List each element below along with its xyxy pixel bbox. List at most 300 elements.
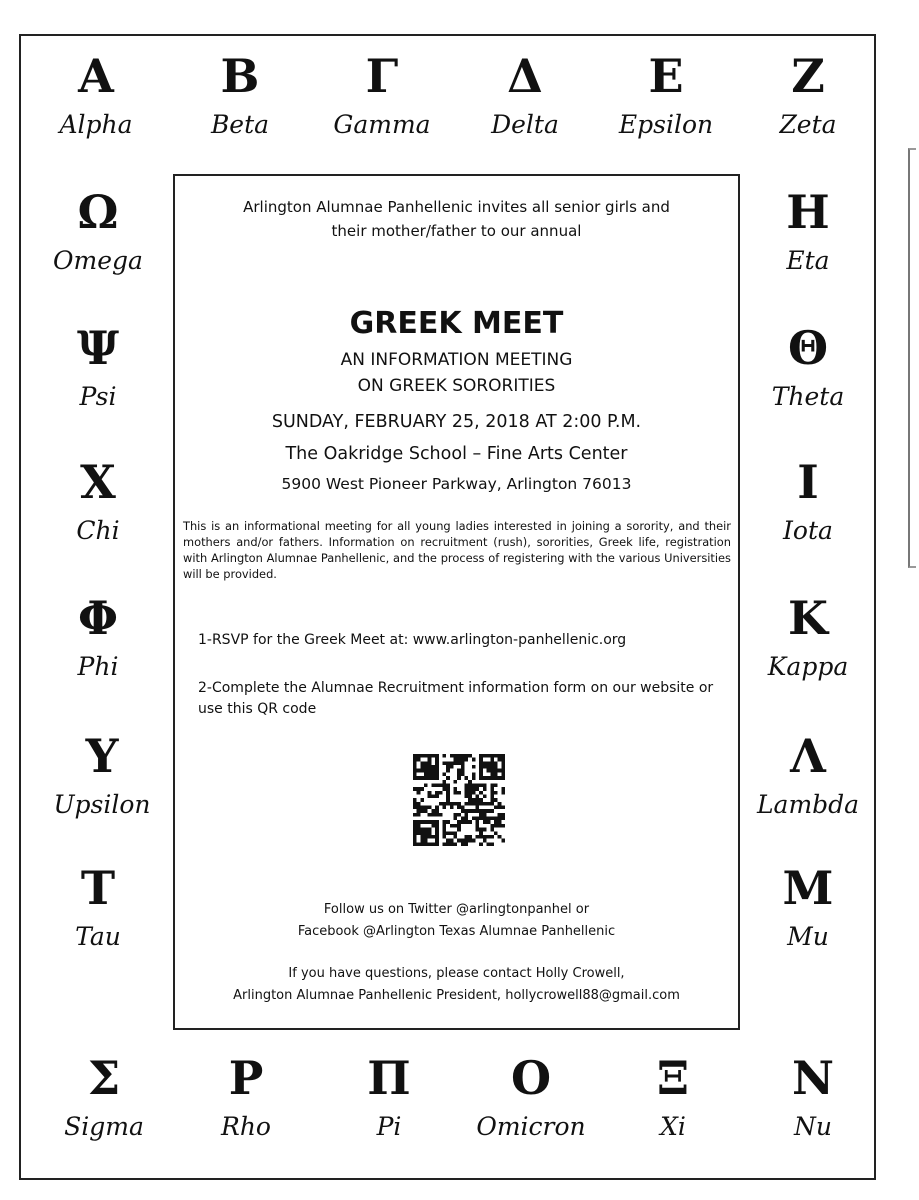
qr-module <box>490 791 494 795</box>
qr-module <box>435 783 439 787</box>
letter-rho-name: Rho <box>221 1112 271 1141</box>
qr-module <box>468 809 472 813</box>
qr-module <box>424 806 428 810</box>
letter-psi <box>33 322 163 412</box>
qr-module <box>487 842 491 846</box>
qr-module <box>446 842 450 846</box>
qr-module <box>472 802 476 806</box>
letter-kappa-name: Kappa <box>767 652 849 681</box>
qr-module <box>483 765 487 769</box>
qr-module <box>435 831 439 835</box>
invite-line-1: Arlington Alumnae Panhellenic invites all senior girls and <box>243 198 670 216</box>
letter-beta-glyph: Β <box>220 49 260 103</box>
qr-module <box>417 754 421 758</box>
qr-module <box>479 772 483 776</box>
qr-module <box>424 765 428 769</box>
qr-module <box>490 754 494 758</box>
qr-module <box>453 758 457 762</box>
qr-module <box>487 835 491 839</box>
qr-module <box>442 787 446 791</box>
letter-pi-glyph: Π <box>367 1051 411 1105</box>
letter-tau <box>33 862 163 952</box>
qr-module <box>476 828 480 832</box>
qr-module <box>417 806 421 810</box>
qr-module <box>476 794 480 798</box>
qr-module <box>483 783 487 787</box>
qr-module <box>490 772 494 776</box>
letter-iota-name: Iota <box>783 516 833 545</box>
qr-module <box>457 772 461 776</box>
qr-module <box>431 769 435 773</box>
letter-xi-glyph: Ξ <box>656 1051 690 1105</box>
qr-module <box>457 791 461 795</box>
qr-module <box>483 809 487 813</box>
qr-module <box>420 820 424 824</box>
qr-module <box>487 809 491 813</box>
qr-module <box>420 806 424 810</box>
flyer-box <box>173 174 740 1030</box>
letter-alpha-glyph: Α <box>78 49 114 103</box>
qr-module <box>498 754 502 758</box>
qr-module <box>435 806 439 810</box>
letter-rho-glyph: Ρ <box>228 1051 264 1105</box>
qr-module <box>472 798 476 802</box>
qr-module <box>424 754 428 758</box>
qr-module <box>435 772 439 776</box>
qr-module <box>457 839 461 843</box>
letter-tau-glyph: Τ <box>80 861 116 915</box>
qr-module <box>457 776 461 780</box>
qr-module <box>431 772 435 776</box>
qr-module <box>490 769 494 773</box>
qr-module <box>453 831 457 835</box>
qr-module <box>498 835 502 839</box>
qr-module <box>494 831 498 835</box>
letter-omega-glyph: Ω <box>77 185 119 239</box>
qr-module <box>479 809 483 813</box>
qr-module <box>498 824 502 828</box>
qr-module <box>446 820 450 824</box>
qr-module <box>442 783 446 787</box>
subtitle-line-2: ON GREEK SORORITIES <box>357 376 556 396</box>
qr-module <box>424 828 428 832</box>
qr-module <box>417 813 421 817</box>
qr-module <box>476 787 480 791</box>
letter-chi-glyph: Χ <box>80 455 116 509</box>
qr-module <box>450 842 454 846</box>
qr-module <box>487 817 491 821</box>
qr-module <box>468 820 472 824</box>
qr-module <box>446 839 450 843</box>
qr-module <box>461 806 465 810</box>
qr-module <box>413 758 417 762</box>
qr-module <box>479 828 483 832</box>
qr-module <box>483 787 487 791</box>
qr-module <box>424 776 428 780</box>
qr-module <box>428 806 432 810</box>
qr-module <box>428 820 432 824</box>
qr-module <box>498 758 502 762</box>
qr-module <box>420 809 424 813</box>
qr-module <box>413 842 417 846</box>
qr-module <box>442 842 446 846</box>
qr-module <box>431 794 435 798</box>
qr-module <box>476 820 480 824</box>
qr-module <box>494 776 498 780</box>
qr-module <box>435 839 439 843</box>
qr-module <box>476 817 480 821</box>
qr-module <box>420 831 424 835</box>
qr-module <box>490 798 494 802</box>
follow-line-2: Facebook @Arlington Texas Alumnae Panhellenic <box>297 924 616 939</box>
qr-code[interactable] <box>413 754 505 846</box>
qr-module <box>472 776 476 780</box>
qr-module <box>442 806 446 810</box>
letter-epsilon-name: Epsilon <box>618 110 714 139</box>
qr-module <box>435 776 439 780</box>
qr-module <box>487 754 491 758</box>
qr-module <box>465 817 469 821</box>
qr-module <box>413 839 417 843</box>
letter-pi-name: Pi <box>376 1112 402 1141</box>
qr-module <box>483 754 487 758</box>
qr-module <box>479 835 483 839</box>
qr-module <box>483 761 487 765</box>
qr-module <box>417 831 421 835</box>
qr-module <box>453 817 457 821</box>
qr-module <box>498 813 502 817</box>
qr-module <box>483 835 487 839</box>
qr-module <box>442 754 446 758</box>
qr-module <box>413 776 417 780</box>
qr-module <box>490 794 494 798</box>
qr-module <box>468 835 472 839</box>
letter-delta-name: Delta <box>491 110 559 139</box>
letter-lambda <box>743 730 873 820</box>
qr-module <box>428 828 432 832</box>
qr-module <box>479 831 483 835</box>
qr-module <box>494 817 498 821</box>
letter-mu-name: Mu <box>787 922 829 951</box>
qr-module <box>417 791 421 795</box>
qr-module <box>424 839 428 843</box>
qr-module <box>490 783 494 787</box>
qr-module <box>457 828 461 832</box>
qr-module <box>490 787 494 791</box>
qr-module <box>465 758 469 762</box>
qr-module <box>487 769 491 773</box>
letter-nu-name: Nu <box>794 1112 832 1141</box>
letter-sigma-name: Sigma <box>64 1112 144 1141</box>
qr-module <box>483 820 487 824</box>
letter-gamma-glyph: Γ <box>365 49 399 103</box>
qr-module <box>413 813 417 817</box>
qr-module <box>424 783 428 787</box>
qr-module <box>501 776 505 780</box>
qr-module <box>465 794 469 798</box>
qr-module <box>417 769 421 773</box>
qr-module <box>465 835 469 839</box>
qr-module <box>417 824 421 828</box>
qr-module <box>431 835 435 839</box>
letter-nu <box>748 1052 878 1142</box>
qr-module <box>479 791 483 795</box>
qr-module <box>461 761 465 765</box>
qr-module <box>431 809 435 813</box>
qr-module <box>494 769 498 773</box>
letter-gamma <box>317 50 447 140</box>
qr-module <box>490 776 494 780</box>
qr-module <box>479 783 483 787</box>
qr-module <box>461 754 465 758</box>
qr-module <box>428 772 432 776</box>
qr-module <box>428 835 432 839</box>
qr-module <box>446 783 450 787</box>
letter-phi <box>33 592 163 682</box>
qr-module <box>453 813 457 817</box>
qr-module <box>435 754 439 758</box>
qr-module <box>428 794 432 798</box>
qr-module <box>487 820 491 824</box>
qr-module <box>490 802 494 806</box>
qr-module <box>476 802 480 806</box>
qr-module <box>461 809 465 813</box>
qr-module <box>435 765 439 769</box>
letter-zeta <box>743 50 873 140</box>
qr-module <box>472 787 476 791</box>
qr-module <box>417 787 421 791</box>
qr-module <box>498 802 502 806</box>
qr-module <box>420 761 424 765</box>
qr-module <box>457 813 461 817</box>
qr-module <box>468 780 472 784</box>
qr-module <box>413 831 417 835</box>
qr-module <box>479 798 483 802</box>
qr-module <box>420 839 424 843</box>
qr-module <box>439 813 443 817</box>
qr-module <box>501 761 505 765</box>
qr-module <box>450 802 454 806</box>
qr-module <box>465 813 469 817</box>
qr-module <box>435 809 439 813</box>
qr-module <box>431 776 435 780</box>
qr-module <box>435 769 439 773</box>
letter-omega-name: Omega <box>53 246 143 275</box>
qr-module <box>413 761 417 765</box>
qr-module <box>431 842 435 846</box>
qr-module <box>446 769 450 773</box>
qr-module <box>494 772 498 776</box>
letter-omega <box>33 186 163 276</box>
qr-module <box>461 772 465 776</box>
qr-module <box>442 772 446 776</box>
letter-omicron-name: Omicron <box>476 1112 586 1141</box>
qr-module <box>468 802 472 806</box>
letter-beta <box>175 50 305 140</box>
qr-module <box>461 820 465 824</box>
qr-module <box>490 824 494 828</box>
qr-module <box>453 787 457 791</box>
qr-module <box>494 765 498 769</box>
qr-module <box>479 817 483 821</box>
qr-module <box>420 798 424 802</box>
qr-module <box>501 758 505 762</box>
qr-module <box>413 824 417 828</box>
qr-module <box>476 835 480 839</box>
letter-gamma-name: Gamma <box>333 110 431 139</box>
qr-module <box>428 765 432 769</box>
qr-module <box>413 802 417 806</box>
qr-module <box>479 769 483 773</box>
qr-module <box>498 817 502 821</box>
letter-psi-glyph: Ψ <box>76 321 119 375</box>
letter-chi-name: Chi <box>76 516 120 545</box>
qr-module <box>476 806 480 810</box>
qr-module <box>461 842 465 846</box>
qr-module <box>420 835 424 839</box>
qr-module <box>457 820 461 824</box>
qr-module <box>461 758 465 762</box>
qr-module <box>468 754 472 758</box>
qr-module <box>487 776 491 780</box>
qr-module <box>494 820 498 824</box>
letter-theta-name: Theta <box>771 382 845 411</box>
invite-line-2: their mother/father to our annual <box>331 222 582 240</box>
qr-module <box>476 824 480 828</box>
qr-module <box>424 809 428 813</box>
letter-lambda-glyph: Λ <box>790 729 826 783</box>
qr-module <box>494 761 498 765</box>
qr-module <box>413 835 417 839</box>
qr-module <box>428 842 432 846</box>
qr-module <box>446 787 450 791</box>
letter-alpha-name: Alpha <box>59 110 133 139</box>
letter-pi <box>324 1052 454 1142</box>
qr-module <box>442 780 446 784</box>
qr-module <box>413 772 417 776</box>
letter-theta <box>743 322 873 412</box>
qr-module <box>457 754 461 758</box>
qr-module <box>435 820 439 824</box>
letter-eta-name: Eta <box>786 246 830 275</box>
qr-module <box>472 817 476 821</box>
letter-upsilon <box>37 730 167 820</box>
letter-mu-glyph: Μ <box>782 861 834 915</box>
qr-module <box>428 813 432 817</box>
qr-module <box>483 817 487 821</box>
qr-module <box>413 754 417 758</box>
qr-module <box>494 754 498 758</box>
letter-phi-name: Phi <box>77 652 119 681</box>
qr-module <box>501 787 505 791</box>
qr-module <box>479 776 483 780</box>
letter-delta <box>460 50 590 140</box>
qr-module <box>468 791 472 795</box>
qr-module <box>453 780 457 784</box>
qr-module <box>446 791 450 795</box>
qr-module <box>465 783 469 787</box>
qr-module <box>453 824 457 828</box>
letter-delta-glyph: Δ <box>507 49 543 103</box>
qr-module <box>472 809 476 813</box>
letter-iota-glyph: Ι <box>797 455 819 509</box>
qr-module <box>431 783 435 787</box>
letter-chi <box>33 456 163 546</box>
qr-module <box>417 842 421 846</box>
qr-module <box>417 758 421 762</box>
qr-module <box>431 813 435 817</box>
qr-module <box>501 769 505 773</box>
qr-module <box>435 835 439 839</box>
qr-module <box>424 769 428 773</box>
qr-module <box>465 842 469 846</box>
qr-module <box>490 828 494 832</box>
qr-module <box>498 776 502 780</box>
qr-module <box>450 761 454 765</box>
qr-module <box>428 761 432 765</box>
qr-module <box>413 828 417 832</box>
qr-module <box>501 754 505 758</box>
qr-module <box>465 802 469 806</box>
letter-kappa <box>743 592 873 682</box>
qr-module <box>476 798 480 802</box>
qr-module <box>442 824 446 828</box>
letter-epsilon-glyph: Ε <box>648 49 684 103</box>
qr-module <box>450 754 454 758</box>
qr-module <box>450 806 454 810</box>
qr-module <box>442 831 446 835</box>
qr-module <box>483 802 487 806</box>
contact-line-2: Arlington Alumnae Panhellenic President, hollycrowell88@gmail.com <box>233 988 680 1003</box>
event-description: This is an informational meeting for all young ladies interested in joining a sorority, and their mothers and/or fathers. Information on recruitment (rush), sororities, Greek life, registration with Arlington Alumnae Panhellenic, and the process of registering with the various Universities will be provided. <box>183 519 731 581</box>
qr-module <box>457 824 461 828</box>
qr-module <box>457 802 461 806</box>
qr-module <box>501 813 505 817</box>
qr-module <box>453 761 457 765</box>
qr-module <box>494 798 498 802</box>
event-date: SUNDAY, FEBRUARY 25, 2018 AT 2:00 P.M. <box>271 412 642 432</box>
qr-module <box>439 802 443 806</box>
qr-module <box>468 798 472 802</box>
qr-module <box>413 820 417 824</box>
qr-module <box>479 758 483 762</box>
qr-module <box>483 813 487 817</box>
qr-module <box>420 842 424 846</box>
qr-module <box>494 824 498 828</box>
qr-module <box>420 776 424 780</box>
qr-module <box>472 758 476 762</box>
qr-module <box>435 794 439 798</box>
qr-module <box>442 835 446 839</box>
qr-module <box>501 806 505 810</box>
qr-module <box>487 802 491 806</box>
subtitle-line-1: AN INFORMATION MEETING <box>340 350 573 370</box>
qr-module <box>417 820 421 824</box>
qr-module <box>435 813 439 817</box>
qr-module <box>424 831 428 835</box>
qr-module <box>490 817 494 821</box>
letter-sigma <box>39 1052 169 1142</box>
qr-module <box>479 765 483 769</box>
qr-module <box>494 806 498 810</box>
letter-mu <box>743 862 873 952</box>
qr-module <box>424 820 428 824</box>
letter-eta-glyph: Η <box>786 185 830 239</box>
qr-module <box>457 758 461 762</box>
qr-module <box>479 802 483 806</box>
qr-module <box>461 765 465 769</box>
qr-module <box>428 769 432 773</box>
